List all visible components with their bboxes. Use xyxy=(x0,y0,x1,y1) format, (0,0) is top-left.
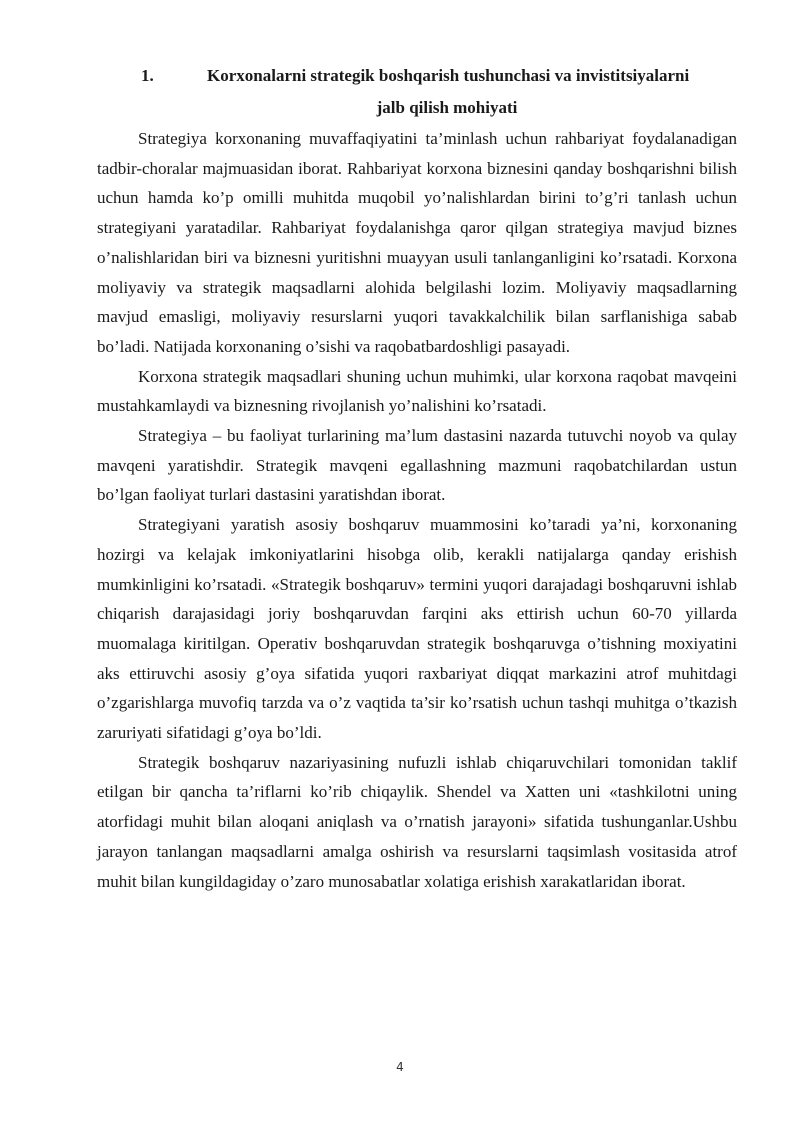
page-number: 4 xyxy=(396,1060,404,1074)
heading-line-1 xyxy=(97,60,737,92)
paragraph-2: Korxona strategik maqsadlari shuning uchun muhimki, ular korxona raqobat mavqeini mustahkamlaydi va biznesning rivojlanish yo’nalishini ko’rsatadi. xyxy=(97,366,737,416)
document-page xyxy=(97,60,737,896)
heading-title-line-1: Korxonalarni strategik boshqarish tushunchasi va invistitsiyalarni xyxy=(207,66,690,85)
paragraph-5: Strategik boshqaruv nazariyasining nufuzli ishlab chiqaruvchilari tomonidan taklif etilgan bir qancha ta’riflarni ko’rib chiqaylik. Shendel va Xatten uni «tashkilotni uning atorfidagi muhit bilan aloqani aniqlash va o’rnatish jarayoni» sifatida tushunganlar.Ushbu jarayon tanlangan maqsadlarni amalga oshirish va resurslarni taqsimlash vositasida atrof muhit bilan kungildagiday o’zaro munosabatlar xolatiga erishish xarakatlaridan iborat. xyxy=(97,752,737,891)
section-heading xyxy=(97,60,737,124)
heading-line-2: jalb qilish mohiyati xyxy=(376,98,518,117)
paragraph-1: Strategiya korxonaning muvaffaqiyatini ta’minlash uchun rahbariyat foydalanadigan tadbir-choralar majmuasidan iborat. Rahbariyat korxona biznesini qanday boshqarishni bilish uchun hamda ko’p omilli muhitda muqobil yo’nalishlardan birini to’g’ri tanlash uchun strategiyani yaratadilar. Rahbariyat foydalanishga qaror qilgan strategiya mavjud biznes o’nalishlaridan biri va biznesni yuritishni muayyan usuli tanlanganligini ko’rsatadi. Korxona moliyaviy va strategik maqsadlarni alohida belgilashi lozim. Moliyaviy maqsadlarning mavjud emasligi, moliyaviy resurslarni yuqori tavakkalchilik bilan sarflanishiga sabab bo’ladi. Natijada korxonaning o’sishi va raqobatbardoshligi pasayadi. xyxy=(97,129,737,356)
heading-number: 1. xyxy=(141,66,154,85)
paragraph-3: Strategiya – bu faoliyat turlarining ma’lum dastasini nazarda tutuvchi noyob va qulay mavqeni yaratishdir. Strategik mavqeni egallashning mazmuni raqobatchilardan ustun bo’lgan faoliyat turlari dastasini yaratishdan iborat. xyxy=(97,426,737,505)
paragraph-4: Strategiyani yaratish asosiy boshqaruv muammosini ko’taradi ya’ni, korxonaning hozirgi va kelajak imkoniyatlarini hisobga olib, kerakli natijalarga qanday erishish mumkinligini ko’rsatadi. «Strategik boshqaruv» termini yuqori darajadagi boshqaruvni ishlab chiqarish darajasidagi joriy boshqaruvdan farqini aks ettirish uchun 60-70 yillarda muomalaga kiritilgan. Operativ boshqaruvdan strategik boshqaruvga o’tishning moxiyatini aks ettiruvchi asosiy g’oya sifatida yuqori raxbariyat diqqat markazini atrof muhitdagi o’zgarishlarga muvofiq tarzda va o’z vaqtida ta’sir ko’rsatish uchun tashqi muhitga o’tkazish zaruriyati sifatidagi g’oya bo’ldi. xyxy=(97,515,737,743)
